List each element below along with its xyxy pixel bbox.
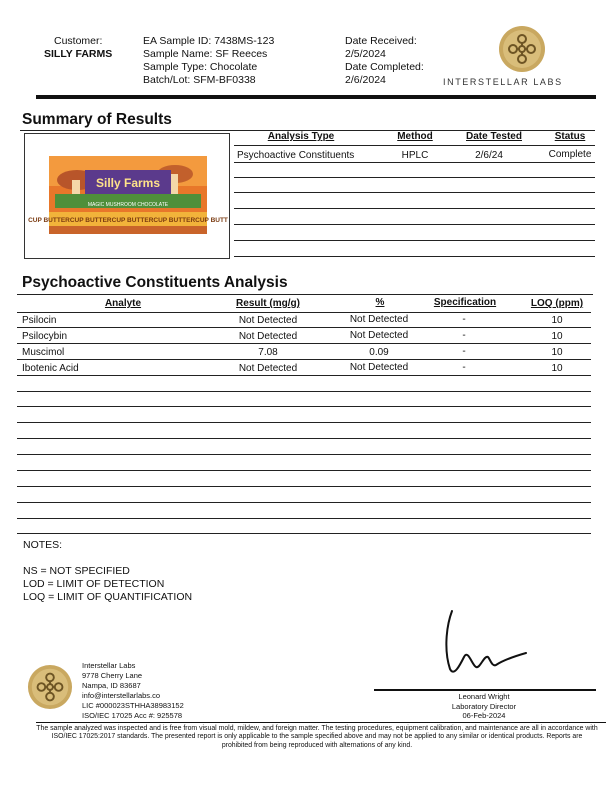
analyte-loq: 10 [551,347,563,358]
summary-analysis-type: Psychoactive Constituents [237,150,355,161]
analyte-result: Not Detected [238,331,298,342]
package-subtitle: MAGIC MUSHROOM CHOCOLATE [87,202,169,208]
lab-address-line: Interstellar Labs [82,661,136,670]
sample-name: Sample Name: SF Reeces [143,48,268,60]
signer-title: Laboratory Director [451,701,517,711]
lab-accreditation: ISO/IEC 17025 Acc #: 925578 [82,711,183,720]
batch-lot: Batch/Lot: SFM-BF0338 [143,74,256,86]
note-item: NS = NOT SPECIFIED [23,565,130,577]
summary-header-rule [234,145,595,146]
analyte-percent: Not Detected [349,314,409,325]
analyte-name: Psilocin [22,315,57,326]
analyte-name: Psilocybin [22,331,68,342]
disclaimer-text: The sample analyzed was inspected and is free from visual mold, mildew, and foreign matter. The testing procedures, equipment calibration, and maintenance are all in accordance with ISO/IEC 17025:2017 standards. The presented report is only applicable to the sample specified above and may not be applied to any similar or identical products. Reports are prohibited from being reproduced with alternations of any kind. [36,725,598,749]
analysis-row-rule [17,359,591,360]
analysis-rule [17,294,593,295]
product-image [24,133,230,259]
summary-row-rule [234,192,595,193]
lab-address [82,661,184,721]
package-banner: CUP BUTTERCUP BUTTERCUP BUTTERCUP BUTTERCUP BUTT [28,217,228,224]
analysis-col-percent: % [375,297,385,308]
lab-address-line: Nampa, ID 83687 [82,681,141,690]
analysis-row-rule [17,343,591,344]
analyte-specification: - [462,314,466,325]
lab-address-line: 9778 Cherry Lane [82,671,143,680]
notes-heading: NOTES: [23,539,63,551]
signer-name: Leonard Wright [458,692,510,701]
analyte-loq: 10 [551,363,563,374]
signer-block [420,692,548,721]
analyte-result: Not Detected [238,315,298,326]
analysis-row-rule [17,518,591,519]
summary-row-rule [234,240,595,241]
lab-name: INTERSTELLAR LABS [443,77,563,87]
summary-col-method: Method [397,131,433,142]
analysis-row-rule [17,422,591,423]
summary-col-analysis-type: Analysis Type [267,131,335,142]
analysis-header-rule [17,312,591,313]
package-brand-text: Silly Farms [95,176,161,190]
analyte-percent: Not Detected [349,362,409,373]
analyte-loq: 10 [551,331,563,342]
summary-heading: Summary of Results [22,111,172,128]
analysis-col-analyte: Analyte [104,298,142,309]
date-received: 2/5/2024 [345,48,386,60]
customer-name: SILLY FARMS [44,48,113,60]
lab-license: LIC #000023STHHA38983152 [82,701,184,710]
analyte-result: Not Detected [238,363,298,374]
analyte-loq: 10 [551,315,563,326]
analysis-row-rule [17,454,591,455]
summary-date-tested: 2/6/24 [475,150,503,161]
analysis-row-rule [17,375,591,376]
note-item: LOQ = LIMIT OF QUANTIFICATION [23,591,193,603]
summary-col-date-tested: Date Tested [466,131,522,142]
footer-logo-icon [27,664,73,710]
customer-label: Customer: [54,35,103,47]
lab-email: info@interstellarlabs.co [82,691,161,700]
analyte-specification: - [462,362,466,373]
sample-id: EA Sample ID: 7438MS-123 [143,35,275,47]
date-completed-label: Date Completed: [345,61,424,73]
signature-image [438,607,530,679]
summary-row-rule [234,162,595,163]
note-item: LOD = LIMIT OF DETECTION [23,578,165,590]
header-divider [36,95,596,99]
sample-type: Sample Type: Chocolate [143,61,258,73]
summary-row-rule [234,208,595,209]
analyte-result: 7.08 [258,347,278,358]
summary-row-rule [234,177,595,178]
summary-method: HPLC [401,150,429,161]
signature-line [374,689,596,691]
analysis-heading: Psychoactive Constituents Analysis [22,274,288,291]
analysis-row-rule [17,438,591,439]
analyte-name: Ibotenic Acid [22,363,79,374]
analyte-name: Muscimol [22,347,65,358]
analysis-row-rule [17,391,591,392]
summary-row-rule [234,256,595,257]
analysis-row-rule [17,502,591,503]
analyte-percent: 0.09 [369,347,389,358]
analysis-row-rule [17,486,591,487]
summary-row-rule [234,224,595,225]
analyte-specification: - [462,346,466,357]
date-received-label: Date Received: [345,35,417,47]
sign-date: 06-Feb-2024 [462,711,506,720]
analysis-col-loq: LOQ (ppm) [530,298,584,309]
analysis-row-rule [17,470,591,471]
analysis-col-specification: Specification [433,297,497,308]
analyte-specification: - [462,330,466,341]
analysis-col-result: Result (mg/g) [236,298,300,309]
analyte-percent: Not Detected [349,330,409,341]
summary-status: Complete [548,149,592,160]
footer-rule [36,722,606,723]
lab-logo-icon [498,25,546,73]
date-completed: 2/6/2024 [345,74,386,86]
chocolate-package-picture [25,134,229,258]
summary-col-status: Status [554,131,586,142]
analysis-row-rule [17,406,591,407]
analysis-row-rule [17,533,591,534]
analysis-row-rule [17,327,591,328]
